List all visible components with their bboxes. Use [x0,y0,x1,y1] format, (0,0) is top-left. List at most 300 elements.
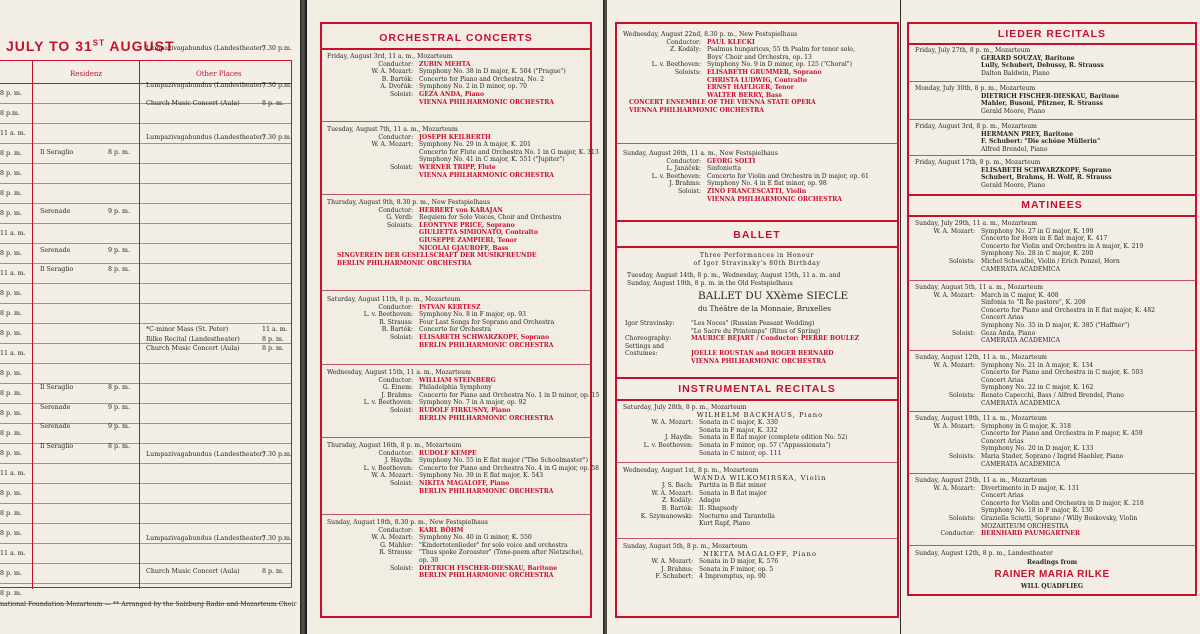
program-text: Symphony No. 20 in D major, K. 133 [981,445,1094,453]
program-line [327,76,589,84]
program-line [915,377,1195,385]
program-label [915,500,981,508]
performer-name: NIKITA MAGALOFF, Piano [703,549,817,558]
program-text: CAMERATA ACADEMICA [981,265,1060,273]
program-text: Concert Arias [981,437,1024,445]
concert-divider [320,437,592,438]
program-label: Conductor: [666,38,701,46]
program-text: ELISABETH SCHWARZKOPF, Soprano [419,333,550,341]
program-label [915,337,981,345]
schedule-time-left: 8 p. m. [0,490,23,497]
other-event: *C-minor Mass (St. Peter) [146,326,229,333]
program-line [623,158,897,166]
program-line [915,330,1195,338]
program-text: Philadelphia Symphony [419,384,492,392]
program-line [327,164,589,172]
program-text: PAUL KLECKI [707,38,755,46]
program-line [915,438,1195,446]
program-text: Nocturno and Tarantella [699,512,775,520]
residenz-event: Serenade [40,403,71,411]
schedule-time-left: 11 a. m. [0,130,26,137]
program-text: ZINO FRANCESCATTI, Violin [707,187,807,195]
program-text: Symphony No. 21 in A major, K. 134 [981,361,1093,369]
program-label: Soloist: [389,90,413,98]
program-text: Symphony No. 40 in G minor, K. 550 [419,534,532,542]
concert-divider [320,364,592,365]
concert-date: Sunday, August 26th, 11 a. m., New Festspielhaus [623,150,778,157]
residenz-time: 9 p. m. [108,403,131,411]
program-text: Partita in B flat minor [699,482,767,490]
schedule-time-left: 8 p. m. [0,450,23,457]
program-text: Concerto for Violin and Orchestra in D major, K. 218 [981,499,1144,507]
program-line [915,228,1195,236]
program-line [327,557,589,565]
program-text: WALTER BERRY, Bass [707,91,782,99]
program-text: Sonata in F minor, op. 5 [699,565,774,573]
concert-entry [915,284,1195,345]
program-label [327,172,419,180]
program-line [327,450,589,458]
program-text: Four Last Songs for Soprano and Orchestra [419,318,555,326]
residenz-event: Il Seraglio [40,266,74,274]
program-line [915,307,1195,315]
program-line [623,442,897,450]
program-label [915,369,981,377]
program-line [623,165,897,173]
program-label: Conductor: [378,206,413,214]
program-label [915,438,981,446]
other-time: 8 p. m. [262,568,285,575]
program-label [915,235,981,243]
program-line [327,534,589,542]
program-label [915,507,981,515]
residenz-event: Il Seraglio [40,442,74,450]
program-line [623,61,897,69]
program-line [327,415,589,423]
program-label [327,237,419,245]
program-text: VIENNA PHILHARMONIC ORCHESTRA [419,98,555,106]
ballet-date-1: Tuesday, August 14th, 8 p. m., Wednesday, August 15th, 11 a. m. and [627,272,841,279]
other-event: Lumpazivagabundus (Landestheater) [146,134,266,141]
concert-entry [327,199,589,267]
program-label: Conductor: [378,376,413,384]
concert-date: Saturday, August 11th, 8 p. m., Mozarteum [327,296,461,303]
accompanist: Alfred Brendel, Piano [981,145,1048,153]
rilke-readings: Readings from [1026,559,1078,566]
program-line [623,566,897,574]
program-label [915,445,981,453]
recital-divider [615,538,899,539]
program-line [915,507,1195,515]
program-line [327,527,589,535]
program-label [327,149,419,157]
program-label [915,461,981,469]
program-line [915,299,1195,307]
program-text: Concerto for Piano and Orchestra in E flat major, K. 482 [981,306,1155,314]
program-label: B. Bartók: [661,504,693,512]
performer-name: HERMANN PREY, Baritone [981,130,1074,138]
program-line [625,343,897,351]
program-label: B. Bartók: [381,75,413,83]
program-line [327,61,589,69]
program-label [915,400,981,408]
other-time: 8 p. m. [262,100,285,107]
program-text: Concert Arias [981,492,1024,500]
concert-date: Sunday, August 12th, 11 a. m., Mozarteum [915,354,1047,361]
other-event: Lumpazivagabundus (Landestheater) [146,535,266,542]
program-text: Sonata in E flat major (complete edition No. 52) [699,434,848,442]
program-text: Symphony No. 4 in E flat minor, op. 98 [707,180,827,188]
program-label: G. Einem: [382,384,413,392]
schedule-time-left: 8 p. m. [0,530,23,537]
concert-entry [915,220,1195,273]
schedule-time-left: 8 p. m. [0,330,23,337]
program-label: R. Strauss: [379,549,413,557]
program-text: Divertimento in D major, K. 131 [981,484,1080,492]
program-text: Renato Capecchi, Bass / Alfred Brendel, Piano [981,391,1124,399]
other-time: 7.30 p.m. [262,82,293,89]
program-label: W. A. Mozart: [651,419,693,427]
program-label: W. A. Mozart: [933,361,975,369]
program-text: Symphony No. 55 in E flat major ("The Schoolmaster") [419,457,588,465]
program-label [327,245,419,253]
program-label: Conductor: [378,303,413,311]
program-label: J. Haydn: [664,434,693,442]
concert-date: Sunday, August 25th, 11 a. m., Mozarteum [915,477,1047,484]
program-line [915,369,1195,377]
program-text: BERLIN PHILHARMONIC ORCHESTRA [419,487,554,495]
program-label [915,266,981,274]
residenz-time: 8 p. m. [108,266,131,274]
schedule-time-left: 8 p. m. [0,370,23,377]
program-text: Psalmus hungaricus, 55 th Psalm for tenor solo, [707,46,855,54]
program-text: DIETRICH FISCHER-DIESKAU, Baritone [419,564,558,572]
program-label: W. A. Mozart: [371,472,413,480]
other-time: 7.30 p.m. [262,45,293,52]
program-text: Requiem for Solo Voices, Choir and Orchestra [419,214,562,222]
program-label: Soloist: [677,187,701,195]
program-label [915,523,981,531]
program-label [915,492,981,500]
other-time: 8 p. m. [262,336,285,343]
program-text: Symphony No. 2 in D minor, op. 70 [419,83,528,91]
concert-date: Tuesday, August 7th, 11 a. m., Mozarteum [327,126,458,133]
program-label: A. Dvořák: [380,83,413,91]
program-label: K. Szymanowski: [640,512,693,520]
program-label [915,243,981,251]
lieder-entry [915,47,1195,77]
program-text: Sonata in C minor, op. 111 [699,449,782,457]
program-label [623,196,707,204]
program-label: Soloist: [389,406,413,414]
program-label: R. Strauss: [379,318,413,326]
matinees-title: MATINEES [1021,199,1083,211]
matinee-divider [907,473,1197,474]
program-line [915,258,1195,266]
program-label: L. Janáček: [666,165,701,173]
program-line [327,83,589,91]
program-text: Michel Schwalbé, Violin / Erich Penzel, Horn [981,257,1120,265]
program-text: VIENNA PHILHARMONIC ORCHESTRA [691,357,827,365]
schedule-time-left: 8 p. m. [0,90,23,97]
program-line [623,39,897,47]
program-line [327,68,589,76]
program-label: L. v. Beethoven: [651,61,701,69]
program-text: Concerto for Orchestra [419,326,491,334]
lieder-divider [907,155,1197,156]
residenz-time: 9 p. m. [108,207,131,215]
program-label [915,377,981,385]
program-label: Z. Kodály: [669,46,701,54]
program-label: W. A. Mozart: [933,291,975,299]
program-line [623,520,897,528]
concert-divider [320,514,592,515]
concert-date: Sunday, August 19th, 8.30 p. m., New Festspielhaus [327,519,488,526]
concert-date: Friday, August 3rd, 11 a. m., Mozarteum [327,53,453,60]
program-text: CAMERATA ACADEMICA [981,337,1060,345]
program-label: W. A. Mozart: [933,422,975,430]
program-text: Sinfonia to "Il Re pastore", K. 208 [981,299,1086,307]
program-text: Symphony No. 18 in F major, K. 130 [981,507,1093,515]
other-event: Rilke Recital (Landestheater) [146,336,240,343]
program-label: Soloist: [389,564,413,572]
residenz-time: 8 p. m. [108,148,131,156]
recital-date: Friday, August 3rd, 8 p. m., Mozarteum [915,123,1037,130]
program-label: Soloists: [948,257,975,265]
program-label: F. Schubert: [655,573,693,581]
program-label: W. A. Mozart: [371,141,413,149]
program-line [623,180,897,188]
instrumental-title: INSTRUMENTAL RECITALS [678,383,836,395]
schedule-time-left: 8 p. m. [0,250,23,257]
program-label: Soloists: [948,452,975,460]
program-line [327,384,589,392]
program-line [625,350,897,358]
program-line [915,322,1195,330]
program-label: W. A. Mozart: [933,484,975,492]
program-text: MAURICE BÉJART / Conductor: PIERRE BOULEZ [691,335,860,343]
schedule-row-line [0,323,292,324]
program-text: CHRISTA LUDWIG, Contralto [707,76,807,84]
program-line [327,229,589,237]
program-label [623,84,707,92]
ensemble-name: CONCERT ENSEMBLE OF THE VIENNA STATE OPERA [629,99,816,107]
program-label: B. Bartók: [381,326,413,334]
concert-entry [623,404,897,457]
program-line [623,188,897,196]
other-event: Church Music Concert (Aula) [146,568,240,575]
schedule-row-line [0,303,292,304]
recital-date: Monday, July 30th, 8 p. m., Mozarteum [915,85,1036,92]
schedule-row-line [0,183,292,184]
program-line [623,558,897,566]
program-text: F. Schubert: "Die schöne Müllerin" [981,138,1101,146]
program-text: BERLIN PHILHARMONIC ORCHESTRA [419,341,554,349]
schedule-time-left: 8 p. m. [0,590,23,597]
schedule-time-left: 11 a. m. [0,350,26,357]
schedule-time-left: 11 a. m. [0,230,26,237]
program-line [623,196,897,204]
program-text: Symphony No. 28 in C major, K. 200 [981,250,1094,258]
program-line [915,515,1195,523]
program-text: ELISABETH GRUMMER, Soprano [707,68,822,76]
program-line [327,156,589,164]
program-line [327,326,589,334]
program-line [915,430,1195,438]
program-label: L. v. Beethoven: [651,172,701,180]
residenz-time: 8 p. m. [108,442,131,450]
lieder-divider [907,81,1197,82]
program-label [623,54,707,62]
program-line [625,335,897,343]
program-text: Concerto for Piano and Orchestra in F major, K. 459 [981,430,1143,438]
program-line [915,485,1195,493]
program-text: Concerto for Violin and Orchestra in D major, op. 61 [707,172,869,180]
program-text: GIUSEPPE ZAMPIERI, Tenor [419,236,517,244]
schedule-time-left: 11 a. m. [0,470,26,477]
schedule-time-left: 8 p. m. [0,290,23,297]
ballet-intro-1: Three Performances in Honour [699,252,815,259]
program-line [327,319,589,327]
program-text: MOZARTEUM ORCHESTRA [981,522,1069,530]
schedule-row-line [0,483,292,484]
program-label: Z. Kodály: [661,497,693,505]
program-line [623,434,897,442]
concert-divider [320,290,592,291]
schedule-time-left: 8 p.m. [0,110,21,117]
other-time: 7.30 p.m. [262,535,293,542]
concert-entry [915,477,1195,538]
program-label: J. Brahms: [381,391,413,399]
program-line [623,573,897,581]
ballet-company: BALLET DU XXème SIECLE [698,290,849,302]
schedule-row-line [0,463,292,464]
program-label: Conductor: [378,60,413,68]
concert-entry [623,467,897,528]
program-line [915,530,1195,538]
program-line [915,453,1195,461]
concert-entry [327,442,600,495]
program-label [327,229,419,237]
program-text: Adagio [699,497,721,505]
rilke-date: Sunday, August 12th, 8 p. m., Landestheater [915,550,1053,557]
program-text: "Le Sacre du Printemps" (Rites of Spring) [691,327,821,335]
program-line [623,419,897,427]
other-event: Lumpazivagabundus (Landestheater) [146,82,266,89]
schedule-time-left: 8 p. m. [0,410,23,417]
program-text: Concerto for Horn in E flat major, K. 417 [981,235,1108,243]
recital-date: Friday, July 27th, 8 p. m., Mozarteum [915,47,1031,54]
orchestral-panel [307,0,603,634]
program-text: BERLIN PHILHARMONIC ORCHESTRA [419,572,554,580]
program-text: Symphony No. 29 in A major, K. 201 [419,141,531,149]
program-line [327,565,589,573]
schedule-row-line [0,163,292,164]
program-line [623,513,897,521]
schedule-row-line [0,583,292,584]
col-other: Other Places [196,70,242,78]
program-text: CAMERATA ACADEMICA [981,399,1060,407]
lieder-entry [915,159,1195,189]
program-line [915,243,1195,251]
program-text: Symphony No. 7 in A major, op. 92 [419,399,527,407]
program-label: Conductor: [378,526,413,534]
concert-date: Wednesday, August 15th, 11 a. m., Mozarteum [327,369,471,376]
matinee-divider [907,280,1197,281]
program-text: Sonata in B flat major [699,489,767,497]
program-line [327,488,589,496]
schedule-title: JULY TO 31ST AUGUST [6,38,175,54]
program-text: Sonata in C major, K. 330 [699,419,778,427]
program-line [915,235,1195,243]
program-text: ERNST HAFLIGER, Tenor [707,84,794,92]
program-text: WERNER TRIPP, Flute [419,163,496,171]
concert-entry [327,369,600,422]
concert-entry [327,296,589,349]
program-line [327,134,589,142]
program-label: W. A. Mozart: [371,68,413,76]
program-line [623,77,897,85]
program-text: Symphony No. 27 in G major, K. 199 [981,227,1094,235]
concert-divider [320,194,592,195]
program-line [623,427,897,435]
program-label [327,415,419,423]
program-line [327,237,589,245]
program-label [625,358,691,366]
program-line [915,292,1195,300]
program-label: Soloist: [389,479,413,487]
program-text: GEZA ANDA, Piano [419,90,485,98]
program-line [327,207,589,215]
program-text: LEONTYNE PRICE, Soprano [419,221,515,229]
concert-entry [915,415,1195,468]
program-text: Symphony No. 41 in C major, K. 551 ("Jupiter") [419,156,565,164]
fold-1 [300,0,306,634]
program-label [327,488,419,496]
program-line [623,69,897,77]
lieder-entry [915,85,1195,115]
schedule-row-line [0,563,292,564]
recital-divider [615,462,899,463]
residenz-event: Serenade [40,423,71,431]
residenz-time: 9 p. m. [108,423,131,431]
program-text: JOELLE ROUSTAN and ROGER BERNARD [691,350,834,358]
orchestral-title: ORCHESTRAL CONCERTS [379,32,533,44]
program-line [327,334,589,342]
matinee-divider [907,411,1197,412]
program-text: Boys' Choir and Orchestra, op. 13 [707,53,812,61]
lieder-title: LIEDER RECITALS [997,28,1107,40]
program-label: W. A. Mozart: [651,489,693,497]
concert-date: Sunday, August 19th, 11 a. m., Mozarteum [915,415,1047,422]
program-line [915,445,1195,453]
program-label [623,77,707,85]
program-text: Sinfonietta [707,165,741,173]
other-time: 8 p. m. [262,345,285,352]
program-text: HERBERT von KARAJAN [419,206,503,214]
program-line [623,482,897,490]
concert-date: Sunday, August 5th, 8 p. m., Mozarteum [623,543,748,550]
program-text: GIULIETTA SIMIONATO, Contralto [419,229,538,237]
program-text: KARL BÖHM [419,526,464,534]
program-label: Soloists: [948,391,975,399]
program-label [915,384,981,392]
program-line [623,505,897,513]
program-line [625,358,897,366]
residenz-time: 8 p. m. [108,384,131,391]
concert-divider [320,121,592,122]
program-text: March in C major, K. 408 [981,291,1059,299]
